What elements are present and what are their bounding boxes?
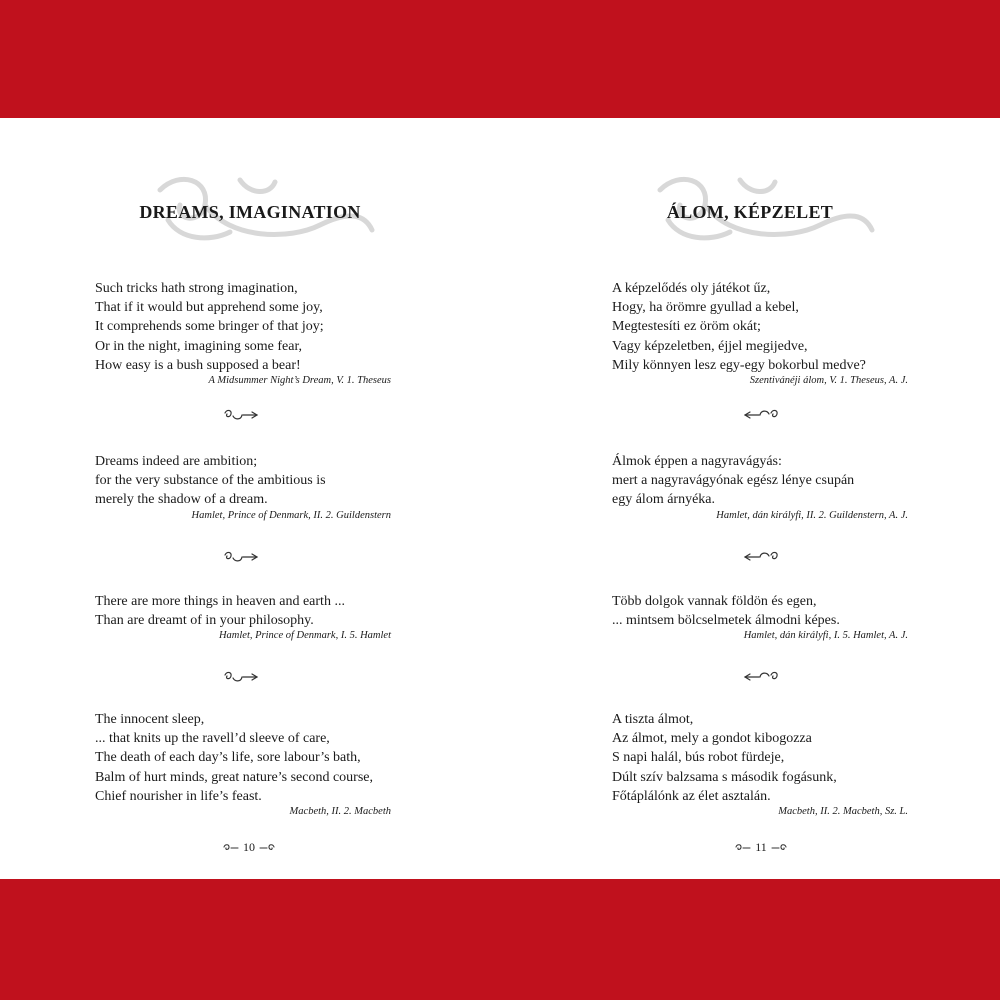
quote-line: mert a nagyravágyónak egész lénye csupán	[612, 473, 855, 489]
separator-ornament-icon	[221, 550, 261, 564]
quote-line: Chief nourisher in life’s feast.	[95, 788, 262, 804]
separator-ornament-icon	[741, 408, 781, 422]
quote-line: for the very substance of the ambitious is	[95, 473, 326, 489]
quote-block	[612, 279, 908, 388]
page-number-ornament-left-icon	[734, 843, 752, 853]
quote-block	[612, 452, 908, 523]
quote-citation: Hamlet, Prince of Denmark, II. 2. Guildenstern	[191, 509, 391, 521]
book-spread	[0, 118, 1000, 879]
page-number-value: 10	[243, 840, 255, 854]
quote-line: Megtestesíti ez öröm okát;	[612, 319, 761, 335]
page-number	[189, 840, 309, 855]
quote-block	[95, 710, 391, 819]
quote-line: Than are dreamt of in your philosophy.	[95, 613, 314, 629]
page-number-ornament-left-icon	[222, 843, 240, 853]
quote-line: ... mintsem bölcselmetek álmodni képes.	[612, 613, 840, 629]
page-number	[701, 840, 821, 855]
quote-line: How easy is a bush supposed a bear!	[95, 357, 301, 373]
quote-line: A tiszta álmot,	[612, 712, 694, 727]
quote-line: Or in the night, imagining some fear,	[95, 338, 303, 354]
page-title: DREAMS, IMAGINATION	[139, 202, 361, 222]
quote-citation: Hamlet, Prince of Denmark, I. 5. Hamlet	[218, 630, 391, 642]
quote-block	[95, 279, 391, 388]
quote-line: Hogy, ha örömre gyullad a kebel,	[612, 300, 799, 316]
separator-ornament-icon	[221, 408, 261, 422]
quote-citation: Macbeth, II. 2. Macbeth, Sz. L.	[778, 806, 908, 818]
quote-citation: Macbeth, II. 2. Macbeth	[289, 806, 391, 818]
left-page	[0, 118, 500, 879]
quote-line: Az álmot, mely a gondot kibogozza	[612, 731, 812, 747]
separator-ornament-icon	[221, 670, 261, 684]
separator-ornament-icon	[741, 550, 781, 564]
page-title: ÁLOM, KÉPZELET	[666, 202, 834, 222]
quote-block	[95, 452, 391, 523]
bottom-red-band	[0, 879, 1000, 1000]
quote-citation: A Midsummer Night’s Dream, V. 1. Theseus	[208, 375, 391, 387]
right-page	[500, 118, 1000, 879]
quote-line: Balm of hurt minds, great nature’s second course,	[95, 769, 373, 785]
quote-line: merely the shadow of a dream.	[95, 492, 268, 508]
quote-line: Vagy képzeletben, éjjel megijedve,	[612, 338, 808, 354]
top-red-band	[0, 0, 1000, 118]
quote-line: Dúlt szív balzsama s második fogásunk,	[612, 769, 837, 785]
quote-line: Álmok éppen a nagyravágyás:	[612, 454, 782, 469]
separator-ornament-icon	[741, 670, 781, 684]
quote-block	[612, 710, 908, 819]
quote-block	[95, 592, 391, 643]
quote-line: Dreams indeed are ambition;	[95, 454, 258, 469]
quote-line: S napi halál, bús robot fürdeje,	[612, 750, 785, 766]
quote-line: Such tricks hath strong imagination,	[95, 281, 298, 296]
quote-line: Főtáplálónk az élet asztalán.	[612, 788, 771, 804]
quote-line: The death of each day’s life, sore labour’s bath,	[95, 750, 361, 766]
quote-line: ... that knits up the ravell’d sleeve of care,	[95, 731, 330, 747]
quote-line: It comprehends some bringer of that joy;	[95, 319, 324, 335]
quote-line: The innocent sleep,	[95, 712, 205, 727]
quote-block	[612, 592, 908, 643]
quote-line: Több dolgok vannak földön és egen,	[612, 594, 817, 609]
page-number-ornament-right-icon	[258, 843, 276, 853]
quote-line: Mily könnyen lesz egy-egy bokorbul medve?	[612, 357, 866, 373]
page-number-ornament-right-icon	[770, 843, 788, 853]
quote-line: egy álom árnyéka.	[612, 492, 716, 508]
quote-line: There are more things in heaven and earth ...	[95, 594, 345, 609]
quote-citation: Szentivánéji álom, V. 1. Theseus, A. J.	[749, 375, 908, 387]
quote-citation: Hamlet, dán királyfi, I. 5. Hamlet, A. J.	[743, 630, 908, 642]
quote-line: That if it would but apprehend some joy,	[95, 300, 323, 316]
page-number-value: 11	[755, 840, 767, 854]
quote-citation: Hamlet, dán királyfi, II. 2. Guildenstern, A. J.	[716, 509, 908, 521]
quote-line: A képzelődés oly játékot űz,	[612, 281, 771, 296]
